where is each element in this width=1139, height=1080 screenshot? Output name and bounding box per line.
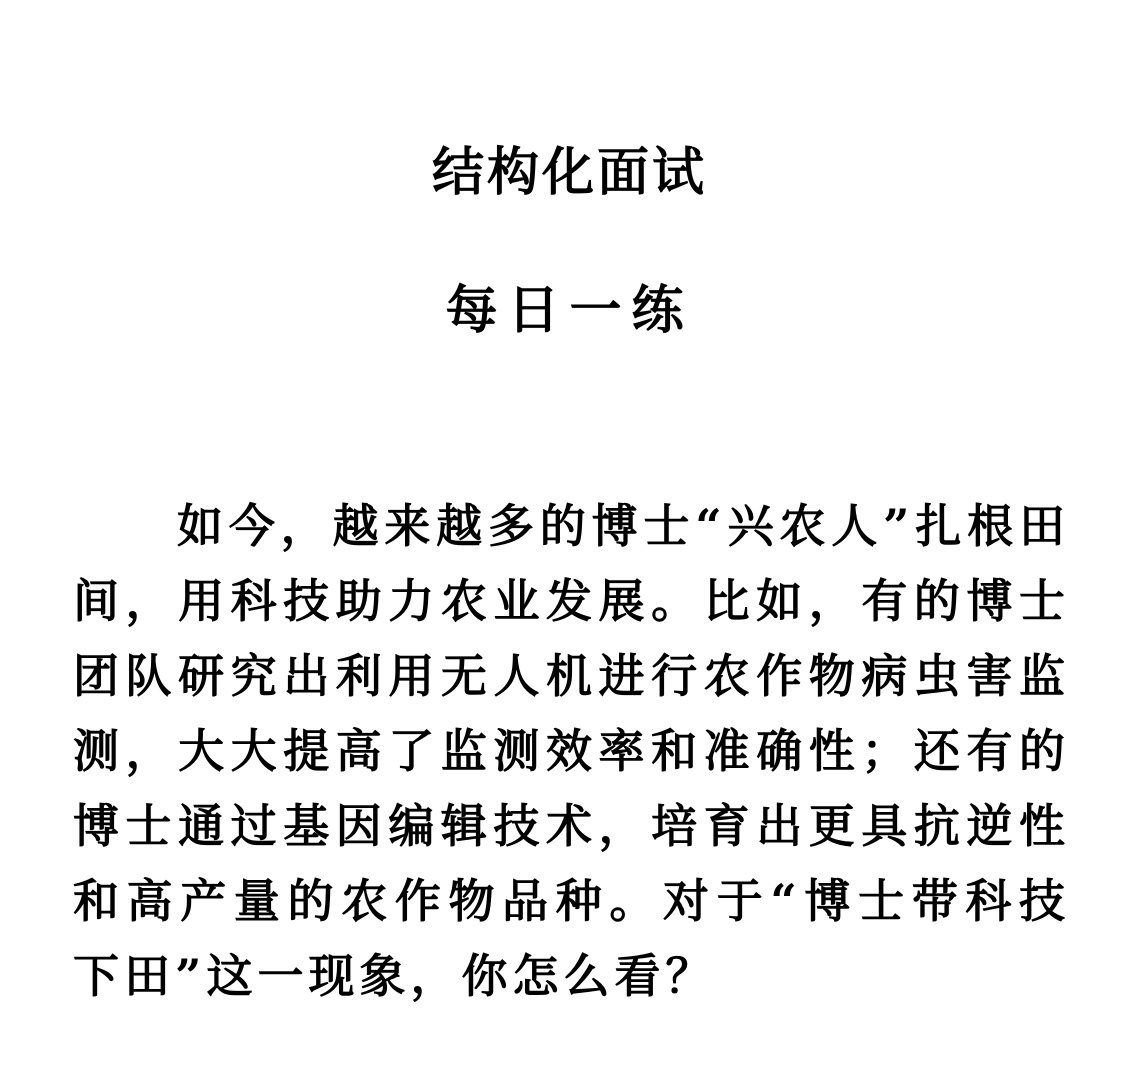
page-subtitle: 每日一练: [445, 280, 694, 341]
interview-question: 如今，越来越多的博士“兴农人”扎根田间，用科技助力农业发展。比如，有的博士团队研究出利用无人机进行农作物病虫害监测，大大提高了监测效率和准确性；还有的博士通过基因编辑技术，培育出更具抗逆性和高产量的农作物品种。对于“博士带科技下田”这一现象，你怎么看？: [73, 499, 1070, 1003]
cropped-top-text-line: [75, 0, 1065, 6]
page-title: 结构化面试: [431, 142, 707, 203]
